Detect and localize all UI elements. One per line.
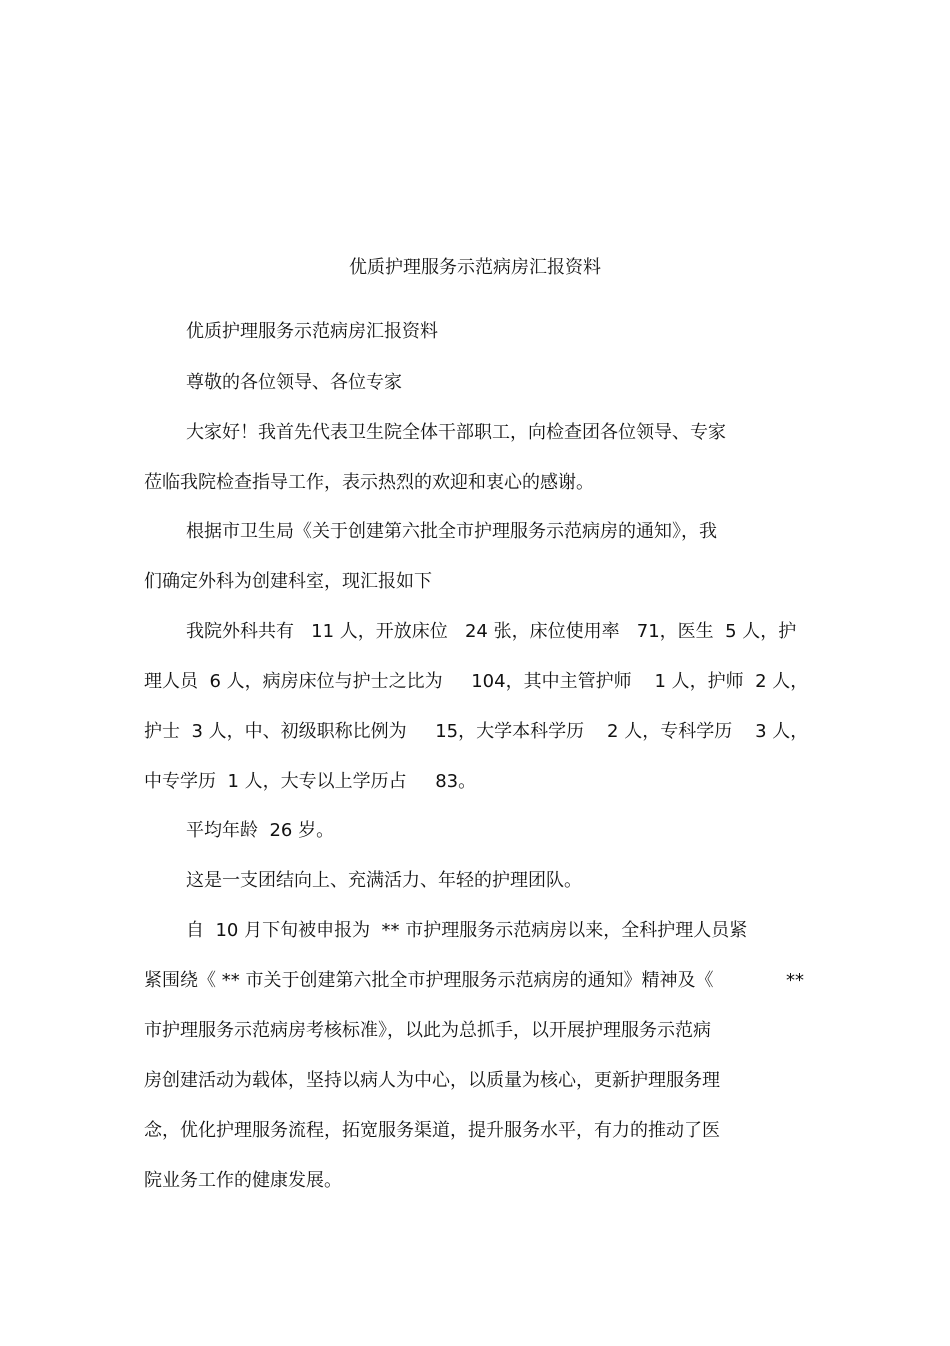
paragraph-progress-line-6: 院业务工作的健康发展。: [144, 1170, 342, 1191]
paragraph-basis-line-2: 们确定外科为创建科室，现汇报如下: [144, 571, 432, 592]
paragraph-stats-line-4: 中专学历 1 人，大专以上学历占 83。: [144, 771, 477, 792]
paragraph-average-age: 平均年龄 26 岁。: [186, 820, 335, 841]
paragraph-progress-line-4: 房创建活动为载体，坚持以病人为中心，以质量为核心，更新护理服务理: [144, 1070, 720, 1091]
paragraph-team: 这是一支团结向上、充满活力、年轻的护理团队。: [186, 870, 582, 891]
paragraph-salutation: 尊敬的各位领导、各位专家: [186, 372, 402, 393]
paragraph-progress-line-2: 紧围绕《 ** 市关于创建第六批全市护理服务示范病房的通知》精神及《: [144, 970, 714, 991]
paragraph-progress-line-2-stars: **: [786, 970, 804, 991]
paragraph-greeting-line-2: 莅临我院检查指导工作，表示热烈的欢迎和衷心的感谢。: [144, 472, 594, 493]
paragraph-stats-line-3: 护士 3 人，中、初级职称比例为 15，大学本科学历 2 人，专科学历 3 人，: [144, 721, 809, 742]
paragraph-progress-line-1: 自 10 月下旬被申报为 ** 市护理服务示范病房以来，全科护理人员紧: [186, 920, 748, 941]
paragraph-stats-line-2: 理人员 6 人，病房床位与护士之比为 104，其中主管护师 1 人，护师 2 人，: [144, 671, 809, 692]
paragraph-basis-line-1: 根据市卫生局《关于创建第六批全市护理服务示范病房的通知》，我: [186, 521, 717, 542]
document-title: 优质护理服务示范病房汇报资料: [349, 257, 601, 278]
paragraph-greeting-line-1: 大家好！我首先代表卫生院全体干部职工，向检查团各位领导、专家: [186, 422, 726, 443]
paragraph-progress-line-5: 念，优化护理服务流程，拓宽服务渠道，提升服务水平，有力的推动了医: [144, 1120, 720, 1141]
paragraph-stats-line-1: 我院外科共有 11 人，开放床位 24 张，床位使用率 71，医生 5 人，护: [186, 621, 797, 642]
paragraph-progress-line-3: 市护理服务示范病房考核标准》，以此为总抓手，以开展护理服务示范病: [144, 1020, 711, 1041]
paragraph-subtitle: 优质护理服务示范病房汇报资料: [186, 321, 438, 342]
